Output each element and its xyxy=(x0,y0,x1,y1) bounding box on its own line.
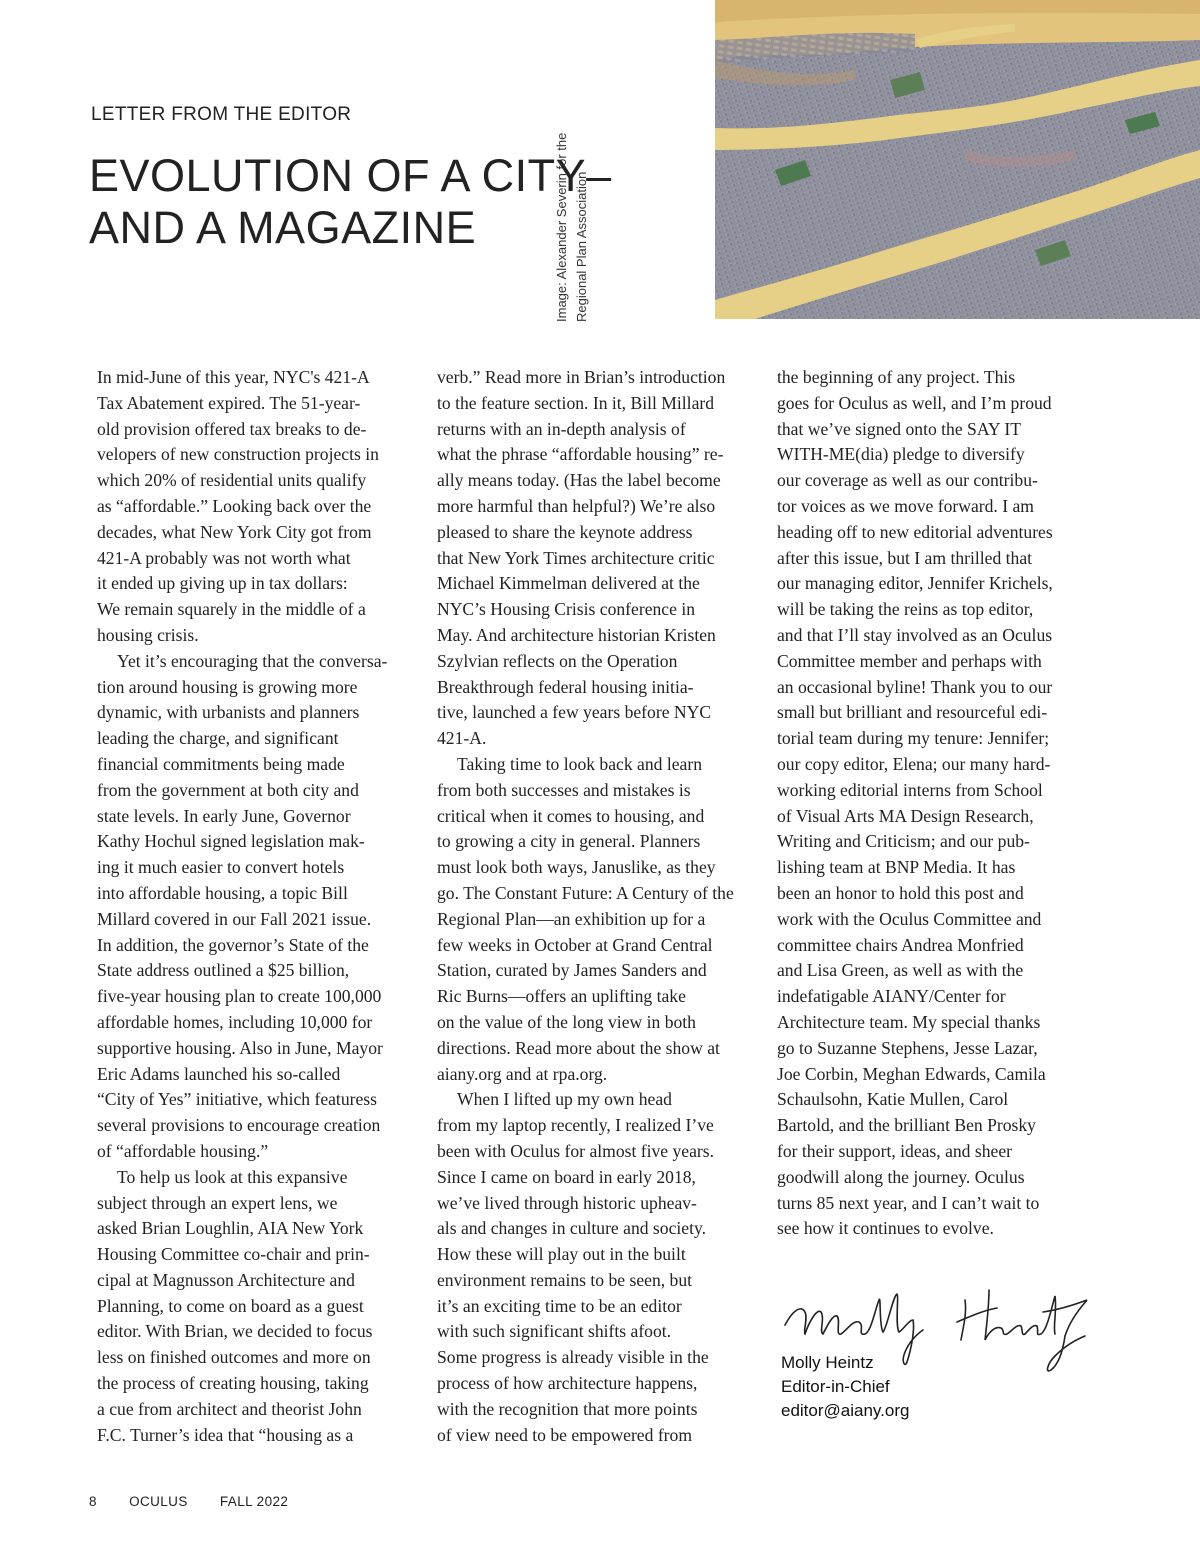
article-column-1 xyxy=(97,365,415,1448)
article-line: been with Oculus for almost five years. xyxy=(437,1140,715,1161)
article-line: tive, launched a few years before NYC xyxy=(437,702,712,723)
article-line: financial commitments being made xyxy=(97,753,345,774)
article-line: small but brilliant and resourceful edi- xyxy=(777,702,1048,723)
article-line: To help us look at this expansive xyxy=(117,1166,348,1187)
article-line: with such significant shifts afoot. xyxy=(437,1321,672,1342)
article-line: with the recognition that more points xyxy=(437,1398,698,1419)
article-line: on the value of the long view in both xyxy=(437,1011,696,1032)
article-line: and Lisa Green, as well as with the xyxy=(777,960,1024,981)
article-line: our managing editor, Jennifer Krichels, xyxy=(777,573,1053,594)
article-line: Housing Committee co-chair and prin- xyxy=(97,1244,370,1265)
article-line: Since I came on board in early 2018, xyxy=(437,1166,696,1187)
article-line: Committee member and perhaps with xyxy=(777,650,1042,671)
article-line: May. And architecture historian Kristen xyxy=(437,624,716,645)
editor-title: Editor-in-Chief xyxy=(781,1377,890,1396)
article-line: supportive housing. Also in June, Mayor xyxy=(97,1037,383,1058)
article-line: 421-A. xyxy=(437,728,487,749)
article-line: we’ve lived through historic upheav- xyxy=(437,1192,697,1213)
article-line: five-year housing plan to create 100,000 xyxy=(97,986,382,1007)
article-line: an occasional byline! Thank you to our xyxy=(777,676,1053,697)
image-credit-line: Image: Alexander Severin for the xyxy=(554,132,569,322)
article-line: to the feature section. In it, Bill Millard xyxy=(437,392,715,413)
article-line: When I lifted up my own head xyxy=(457,1089,672,1110)
article-line: which 20% of residential units qualify xyxy=(97,470,367,491)
page-number: 8 xyxy=(89,1494,97,1509)
article-line: Michael Kimmelman delivered at the xyxy=(437,573,700,594)
article-line: to growing a city in general. Planners xyxy=(437,831,701,852)
article-line: go. The Constant Future: A Century of the xyxy=(437,882,734,903)
article-line: Schaulsohn, Katie Mullen, Carol xyxy=(777,1089,1009,1110)
article-column-3 xyxy=(777,365,1097,1242)
article-line: indefatigable AIANY/Center for xyxy=(777,986,1006,1007)
article-line: Bartold, and the brilliant Ben Prosky xyxy=(777,1115,1036,1136)
article-line: our coverage as well as our contribu- xyxy=(777,470,1038,491)
article-line: housing crisis. xyxy=(97,624,199,645)
article-line: heading off to new editorial adventures xyxy=(777,521,1053,542)
article-line: into affordable housing, a topic Bill xyxy=(97,882,348,903)
article-line: from the government at both city and xyxy=(97,779,359,800)
magazine-name: OCULUS xyxy=(129,1494,188,1509)
article-line: editor. With Brian, we decided to focus xyxy=(97,1321,373,1342)
article-line: affordable homes, including 10,000 for xyxy=(97,1011,373,1032)
article-line: of view need to be empowered from xyxy=(437,1424,693,1445)
article-line: Szylvian reflects on the Operation xyxy=(437,650,678,671)
article-line: go to Suzanne Stephens, Jesse Lazar, xyxy=(777,1037,1038,1058)
article-line: Taking time to look back and learn xyxy=(457,753,703,774)
article-line: Eric Adams launched his so-called xyxy=(97,1063,341,1084)
article-line: less on finished outcomes and more on xyxy=(97,1347,371,1368)
article-line: and that I’ll stay involved as an Oculus xyxy=(777,624,1053,645)
article-line: returns with an in-depth analysis of xyxy=(437,418,686,439)
article-line: Planning, to come on board as a guest xyxy=(97,1295,364,1316)
article-line: pleased to share the keynote address xyxy=(437,521,693,542)
image-credit-line: Regional Plan Association xyxy=(574,171,589,322)
article-line: Ric Burns—offers an uplifting take xyxy=(437,986,686,1007)
article-line: dynamic, with urbanists and planners xyxy=(97,702,360,723)
article-line: our copy editor, Elena; our many hard- xyxy=(777,753,1051,774)
article-line: cipal at Magnusson Architecture and xyxy=(97,1269,355,1290)
article-line: see how it continues to evolve. xyxy=(777,1218,994,1239)
article-line: few weeks in October at Grand Central xyxy=(437,934,713,955)
article-line: old provision offered tax breaks to de- xyxy=(97,418,367,439)
article-line: lishing team at BNP Media. It has xyxy=(777,857,1016,878)
issue-label: FALL 2022 xyxy=(219,1494,289,1509)
article-line: a cue from architect and theorist John xyxy=(97,1398,362,1419)
article-line: as “affordable.” Looking back over the xyxy=(97,495,372,516)
article-line: turns 85 next year, and I can’t wait to xyxy=(777,1192,1040,1213)
article-line: working editorial interns from School xyxy=(777,779,1043,800)
article-line: it’s an exciting time to be an editor xyxy=(437,1295,682,1316)
article-line: Breakthrough federal housing initia- xyxy=(437,676,694,697)
page-title-line: EVOLUTION OF A CITY– xyxy=(89,150,612,201)
aerial-map-image xyxy=(715,0,1200,319)
article-line: critical when it comes to housing, and xyxy=(437,805,705,826)
article-line: Station, curated by James Sanders and xyxy=(437,960,707,981)
article-line: aiany.org and at rpa.org. xyxy=(437,1063,608,1084)
article-line: tor voices as we move forward. I am xyxy=(777,495,1034,516)
article-line: verb.” Read more in Brian’s introduction xyxy=(437,367,726,387)
article-line: after this issue, but I am thrilled that xyxy=(777,547,1033,568)
article-line: F.C. Turner’s idea that “housing as a xyxy=(97,1424,354,1445)
article-line: velopers of new construction projects in xyxy=(97,444,379,465)
editor-email: editor@aiany.org xyxy=(781,1401,910,1420)
article-line: Some progress is already visible in the xyxy=(437,1347,709,1368)
article-line: the beginning of any project. This xyxy=(777,367,1016,387)
article-line: als and changes in culture and society. xyxy=(437,1218,707,1239)
article-line: it ended up giving up in tax dollars: xyxy=(97,573,348,594)
article-line: Writing and Criticism; and our pub- xyxy=(777,831,1030,852)
article-line: that we’ve signed onto the SAY IT xyxy=(777,418,1021,439)
article-line: tion around housing is growing more xyxy=(97,676,358,697)
aerial-map-illustration xyxy=(715,0,1200,319)
article-line: Regional Plan—an exhibition up for a xyxy=(437,908,706,929)
article-line: torial team during my tenure: Jennifer; xyxy=(777,728,1050,749)
article-line: Yet it’s encouraging that the conversa- xyxy=(117,650,388,671)
article-line: Joe Corbin, Meghan Edwards, Camila xyxy=(777,1063,1046,1084)
article-line: state levels. In early June, Governor xyxy=(97,805,351,826)
article-line: for their support, ideas, and sheer xyxy=(777,1140,1012,1161)
article-line: State address outlined a $25 billion, xyxy=(97,960,350,981)
article-line: Tax Abatement expired. The 51-year- xyxy=(97,392,361,413)
article-line: goes for Oculus as well, and I’m proud xyxy=(777,392,1052,413)
editor-signoff xyxy=(781,1351,909,1423)
article-line: Architecture team. My special thanks xyxy=(777,1011,1041,1032)
article-line: been an honor to hold this post and xyxy=(777,882,1024,903)
article-line: directions. Read more about the show at xyxy=(437,1037,720,1058)
article-line: must look both ways, Januslike, as they xyxy=(437,857,716,878)
article-line: ally means today. (Has the label become xyxy=(437,470,721,491)
article-line: committee chairs Andrea Monfried xyxy=(777,934,1024,955)
article-line: goodwill along the journey. Oculus xyxy=(777,1166,1025,1187)
article-line: We remain squarely in the middle of a xyxy=(97,599,366,620)
article-line: subject through an expert lens, we xyxy=(97,1192,338,1213)
article-line: process of how architecture happens, xyxy=(437,1373,698,1394)
article-line: that New York Times architecture critic xyxy=(437,547,715,568)
article-line: more harmful than helpful?) We’re also xyxy=(437,495,716,516)
article-line: work with the Oculus Committee and xyxy=(777,908,1042,929)
article-line: decades, what New York City got from xyxy=(97,521,372,542)
article-line: from both successes and mistakes is xyxy=(437,779,691,800)
article-line: In mid-June of this year, NYC's 421-A xyxy=(97,367,370,387)
article-line: will be taking the reins as top editor, xyxy=(777,599,1034,620)
article-column-2 xyxy=(437,365,755,1448)
article-line: what the phrase “affordable housing” re- xyxy=(437,444,724,465)
article-line: the process of creating housing, taking xyxy=(97,1373,369,1394)
article-line: several provisions to encourage creation xyxy=(97,1115,381,1136)
article-line: leading the charge, and significant xyxy=(97,728,339,749)
article-line: WITH-ME(dia) pledge to diversify xyxy=(777,444,1025,465)
article-line: of Visual Arts MA Design Research, xyxy=(777,805,1034,826)
page-footer xyxy=(89,1494,316,1509)
image-credit xyxy=(554,106,700,322)
article-line: “City of Yes” initiative, which featuress xyxy=(97,1089,377,1110)
section-kicker: LETTER FROM THE EDITOR xyxy=(91,104,352,125)
article-line: Kathy Hochul signed legislation mak- xyxy=(97,831,365,852)
article-line: Millard covered in our Fall 2021 issue. xyxy=(97,908,372,929)
article-line: 421-A probably was not worth what xyxy=(97,547,351,568)
article-line: How these will play out in the built xyxy=(437,1244,686,1265)
article-line: of “affordable housing.” xyxy=(97,1140,269,1161)
article-line: ing it much easier to convert hotels xyxy=(97,857,345,878)
article-line: NYC’s Housing Crisis conference in xyxy=(437,599,696,620)
page-title-line: AND A MAGAZINE xyxy=(89,202,477,253)
article-line: environment remains to be seen, but xyxy=(437,1269,693,1290)
editor-name: Molly Heintz xyxy=(781,1353,874,1372)
article-line: asked Brian Loughlin, AIA New York xyxy=(97,1218,364,1239)
article-line: In addition, the governor’s State of the xyxy=(97,934,369,955)
article-line: from my laptop recently, I realized I’ve xyxy=(437,1115,714,1136)
